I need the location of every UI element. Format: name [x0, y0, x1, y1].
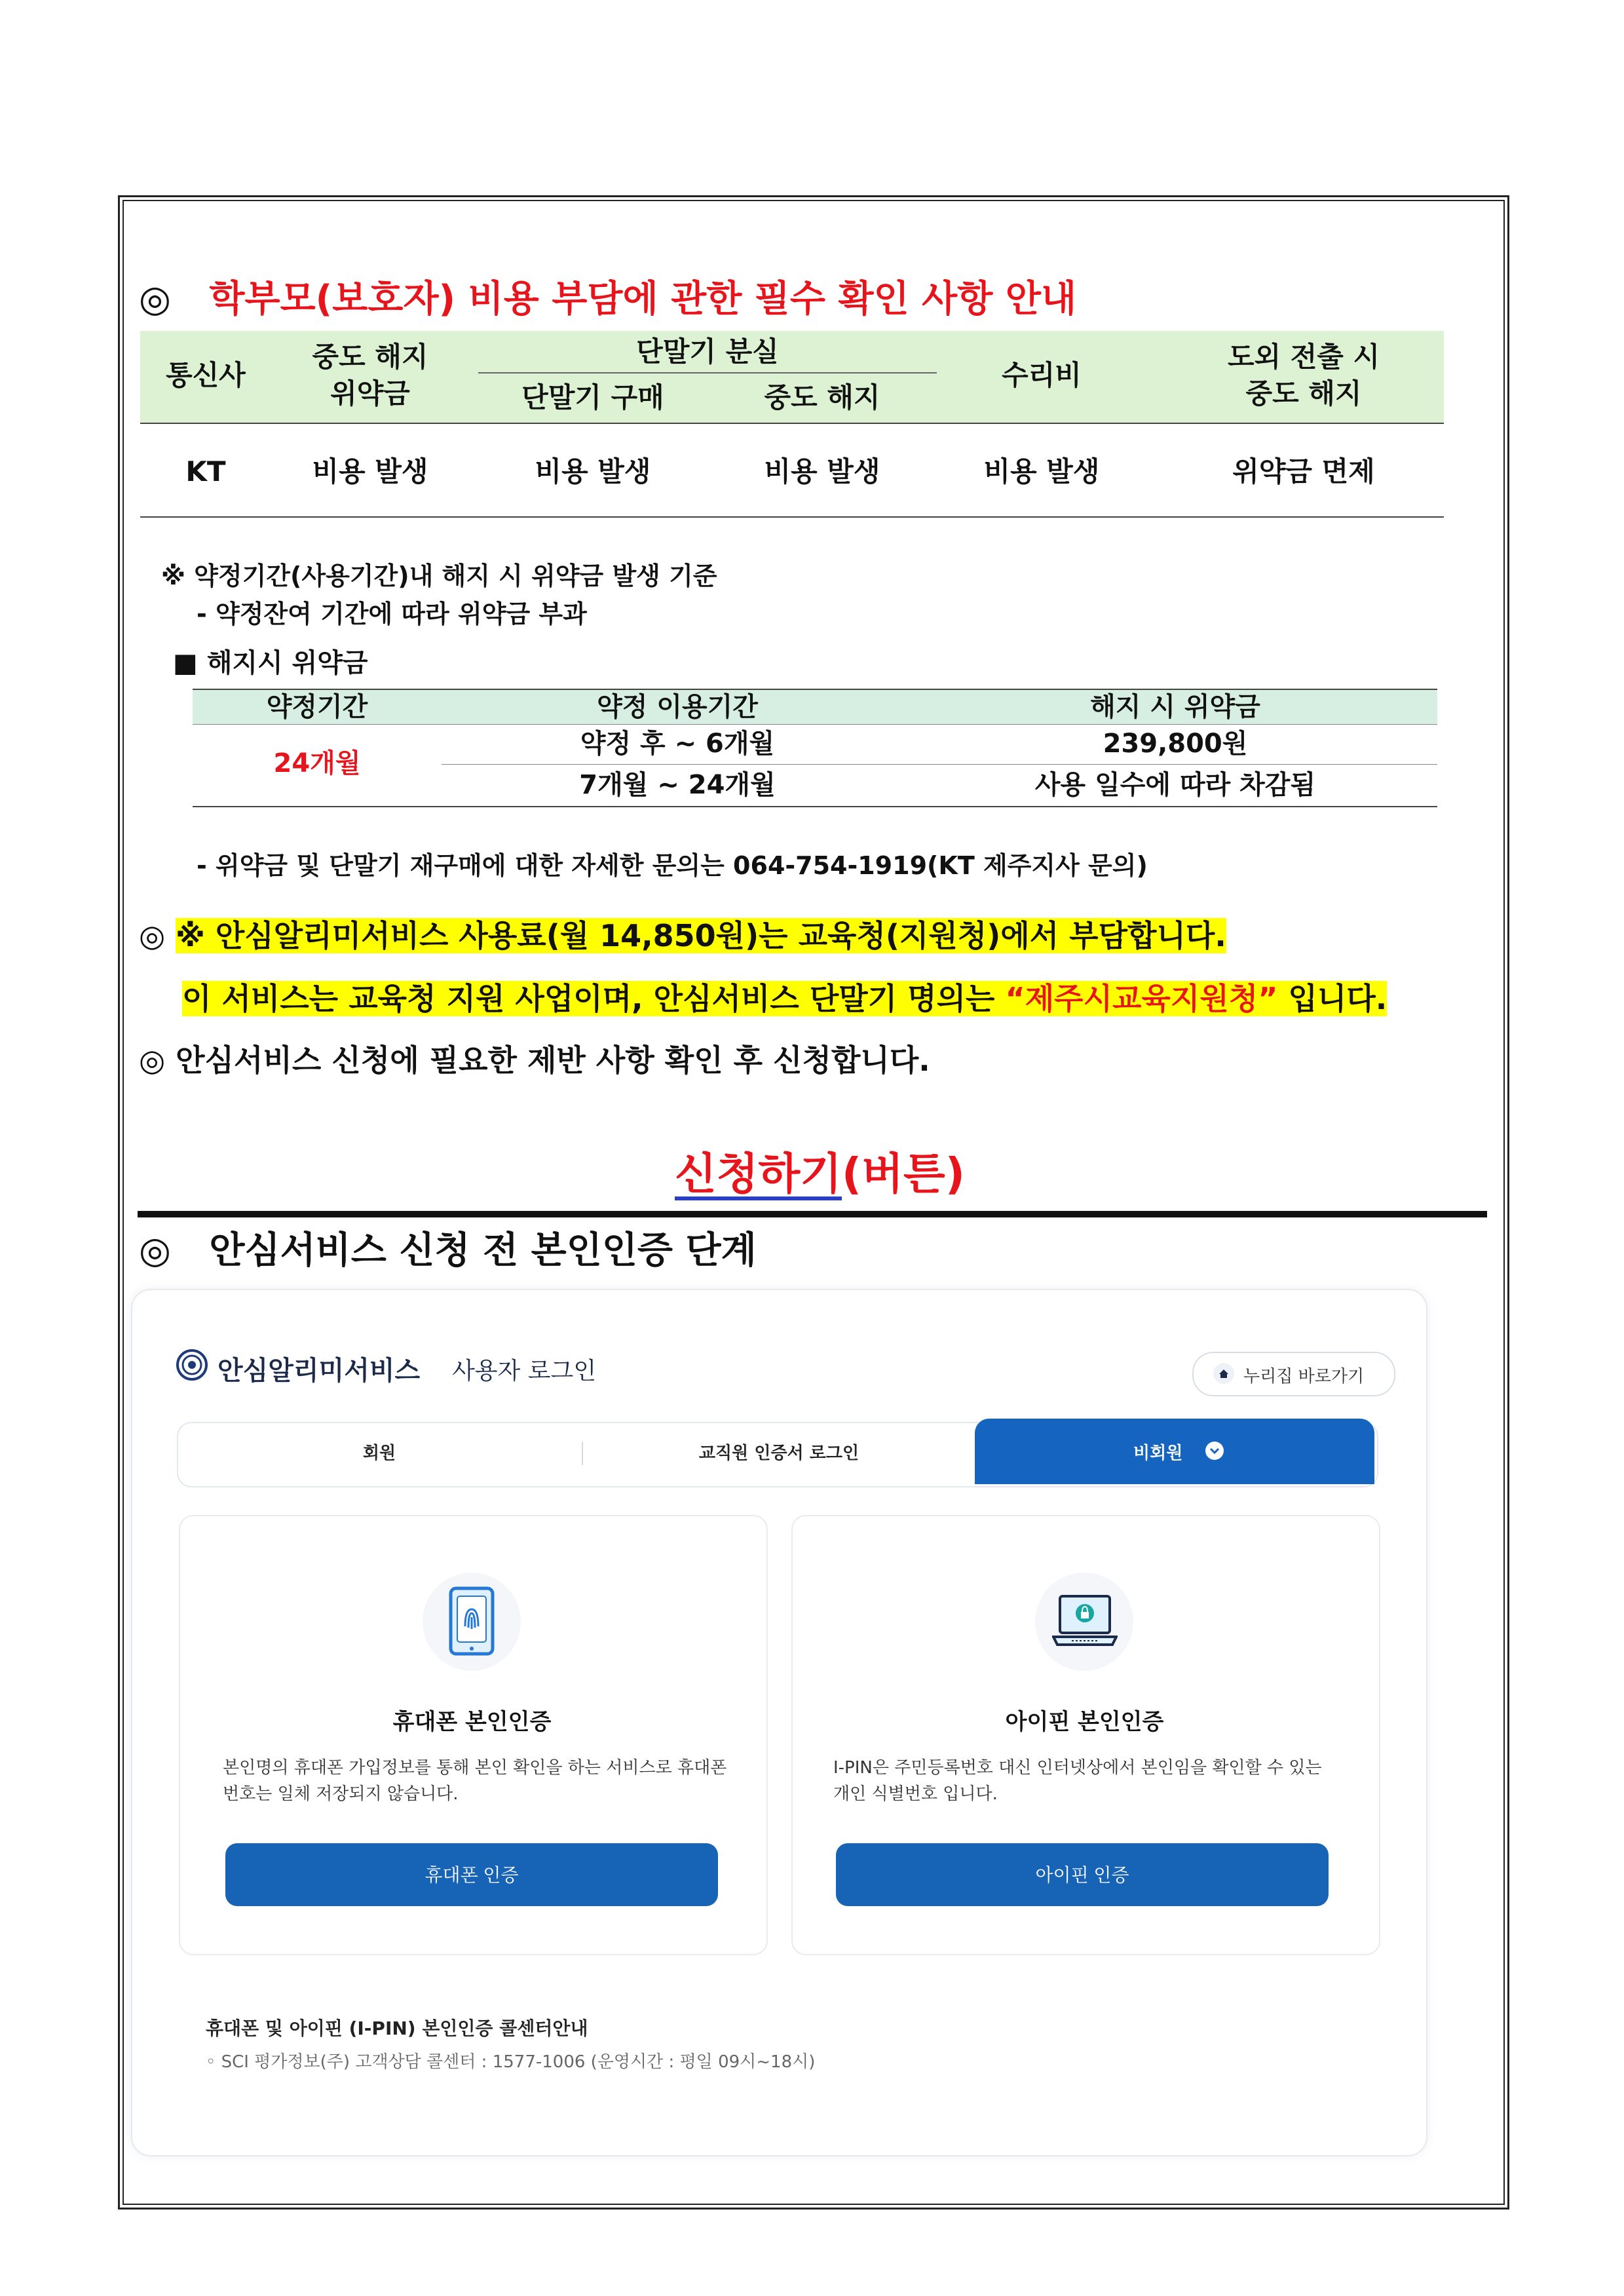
section2-symbol: ◎: [139, 1229, 171, 1272]
penalty-row1-amount: 239,800원: [1103, 729, 1248, 759]
header-transfer-out-2: 중도 해지: [1245, 377, 1362, 410]
laptop-lock-icon: [1052, 1594, 1118, 1649]
section1-symbol: ◎: [139, 278, 171, 320]
header-device-purchase: 단말기 구매: [521, 381, 664, 413]
penalty-row2-period: 7개월 ~ 24개월: [579, 770, 776, 800]
callcenter-title: 휴대폰 및 아이핀 (I-PIN) 본인인증 콜센터안내: [206, 2018, 588, 2039]
home-icon: [1213, 1363, 1234, 1384]
cell-repair: 비용 발생: [983, 455, 1100, 488]
notice-line3: ◎ 안심서비스 신청에 필요한 제반 사항 확인 후 신청합니다.: [139, 1043, 930, 1078]
cell-device-purchase: 비용 발생: [535, 455, 651, 488]
cell-early-termination: 비용 발생: [312, 455, 428, 488]
ipin-auth-title: 아이핀 본인인증: [1005, 1709, 1164, 1735]
ipin-auth-desc-1: I-PIN은 주민등록번호 대신 인터넷상에서 본인임을 확인할 수 있는: [833, 1758, 1322, 1778]
apply-button[interactable]: [675, 1139, 965, 1201]
chevron-down-icon: [1205, 1442, 1224, 1460]
penalty-table-bottom-line: [193, 806, 1437, 807]
inquiry-note: - 위약금 및 단말기 재구매에 대한 자세한 문의는 064-754-1919(KT 제주지사 문의): [197, 851, 1148, 880]
penalty-header-amount: 해지 시 위약금: [1090, 692, 1260, 722]
cost-table-bottom-line: [140, 516, 1444, 518]
section2-title-text: 안심서비스 신청 전 본인인증 단계: [209, 1229, 757, 1272]
notice-line2-a: 이 서비스는 교육청 지원 사업이며, 안심서비스 단말기 명의는: [182, 981, 1006, 1016]
penalty-term-value: 24개월: [273, 748, 361, 778]
phone-auth-title: 휴대폰 본인인증: [392, 1709, 552, 1735]
app-title: 안심알리미서비스: [217, 1356, 421, 1386]
ipin-auth-desc-2: 개인 식별번호 입니다.: [833, 1784, 998, 1804]
tab-staff-cert[interactable]: 교직원 인증서 로그인: [698, 1444, 859, 1463]
header-repair: 수리비: [1002, 359, 1082, 391]
logo-icon: [176, 1349, 208, 1381]
note-penalty-basis: ※ 약정기간(사용기간)내 해지 시 위약금 발생 기준: [161, 562, 717, 590]
phone-auth-button[interactable]: 휴대폰 인증: [225, 1843, 718, 1906]
cell-transfer-out: 위약금 면제: [1232, 455, 1375, 488]
phone-auth-desc-1: 본인명의 휴대폰 가입정보를 통해 본인 확인을 하는 서비스로 휴대폰: [223, 1758, 727, 1778]
ipin-auth-button[interactable]: 아이핀 인증: [836, 1843, 1329, 1906]
section-divider: [138, 1211, 1487, 1217]
apply-suffix: (버튼): [842, 1149, 965, 1199]
notice-line2-c: 입니다.: [1277, 981, 1388, 1016]
notice-line2-org: “제주시교육지원청”: [1005, 981, 1278, 1016]
cell-mid-termination: 비용 발생: [764, 455, 880, 488]
app-subtitle: 사용자 로그인: [452, 1358, 597, 1385]
apply-link[interactable]: 신청하기: [675, 1149, 842, 1199]
note-penalty-remaining: - 약정잔여 기간에 따라 위약금 부과: [197, 600, 587, 628]
penalty-heading: ■ 해지시 위약금: [173, 648, 368, 678]
header-early-termination-2: 위약금: [330, 377, 410, 410]
section1-title: [139, 270, 1076, 322]
notice-line1-text: ※ 안심알리미서비스 사용료(월 14,850원)는 교육청(지원청)에서 부담합니다.: [176, 918, 1226, 953]
cell-carrier: KT: [185, 455, 226, 488]
section2-title: [139, 1221, 757, 1274]
phone-auth-desc-2: 번호는 일체 저장되지 않습니다.: [223, 1784, 459, 1804]
tab-nonmember-label[interactable]: 비회원: [1133, 1444, 1183, 1463]
penalty-row1-period: 약정 후 ~ 6개월: [580, 729, 775, 759]
header-transfer-out-1: 도외 전출 시: [1227, 341, 1380, 373]
tab-member[interactable]: 회원: [362, 1444, 396, 1463]
callcenter-info: ◦ SCI 평가정보(주) 고객상담 콜센터 : 1577-1006 (운영시간 : 평일 09시~18시): [206, 2052, 816, 2072]
penalty-header-term: 약정기간: [266, 692, 368, 722]
section1-title-text: 학부모(보호자) 비용 부담에 관한 필수 확인 사항 안내: [209, 278, 1077, 320]
phone-fingerprint-icon: [447, 1586, 497, 1658]
notice-line2: [182, 975, 1387, 1018]
header-device-loss: 단말기 분실: [636, 335, 779, 368]
cost-table-header-line: [140, 423, 1444, 424]
penalty-header-period: 약정 이용기간: [597, 692, 758, 722]
header-carrier: 통신사: [166, 359, 246, 391]
device-loss-divider: [478, 372, 937, 373]
penalty-row2-amount: 사용 일수에 따라 차감됨: [1034, 770, 1316, 800]
notice-line1: [139, 912, 1226, 955]
header-early-termination-1: 중도 해지: [312, 341, 428, 373]
home-link-label[interactable]: 누리집 바로가기: [1243, 1367, 1365, 1387]
header-mid-termination: 중도 해지: [764, 381, 880, 413]
notice-symbol: ◎: [139, 918, 166, 953]
penalty-row-divider: [442, 764, 1437, 765]
